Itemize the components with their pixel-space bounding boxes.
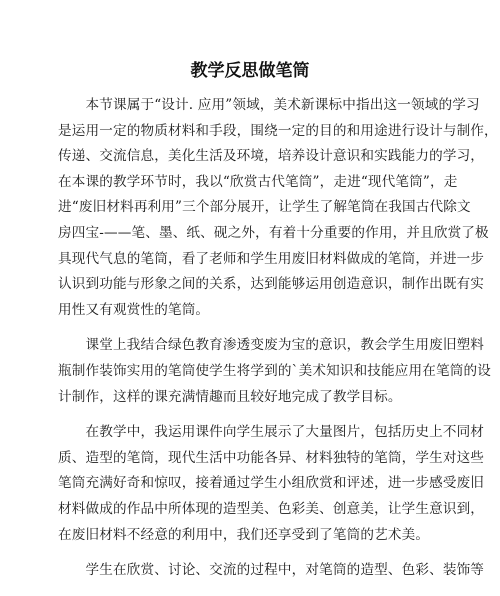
text-line: 在废旧材料不经意的利用中，我们还享受到了笔筒的艺术美。 [58,526,430,543]
text-line: 笔筒充满好奇和惊叹，接着通过学生小组欣赏和评述，进一步感受废旧 [58,475,485,492]
text-line: 认识到功能与形象之间的关系，达到能够运用创造意识，制作出既有实 [58,276,485,293]
text-line: 房四宝-——笔、墨、纸、砚之外，有着十分重要的作用，并且欣赏了极 [58,224,489,241]
text-line: 计制作，这样的课充满情趣而且较好地完成了教学目标。 [58,388,402,405]
text-line: 具现代气息的笔筒，看了老师和学生用废旧材料做成的笔筒，并进一步 [58,250,485,267]
text-line: 材料做成的作品中所体现的造型美、色彩美、创意美，让学生意识到， [58,500,485,517]
text-line: 在教学中，我运用课件向学生展示了大量图片，包括历史上不同材 [58,424,485,441]
document-body [58,93,498,596]
text-line: 进“废旧材料再利用”三个部分展开，让学生了解笔筒在我国古代除文 [58,199,471,216]
text-line: 瓶制作装饰实用的笔筒使学生将学到的`美术知识和技能应用在笔筒的设 [58,362,492,379]
paragraph-1 [58,93,498,323]
paragraph-4 [58,558,485,584]
paragraph-3 [58,420,485,548]
paragraph-2 [58,333,492,410]
text-line: 用性又有观赏性的笔筒。 [58,301,210,318]
text-line: 传递、交流信息，美化生活及环境，培养设计意识和实践能力的学习， [58,148,485,165]
text-line: 是运用一定的物质材料和手段，围绕一定的目的和用途进行设计与制作， [58,122,498,139]
text-line: 课堂上我结合绿色教育渗透变废为宝的意识，教会学生用废旧塑料 [58,337,485,354]
document-title: 教学反思做笔筒 [190,61,310,81]
text-line: 在本课的教学环节时，我以“欣赏古代笔筒”，走进“现代笔筒”，走 [58,173,458,190]
text-line: 学生在欣赏、讨论、交流的过程中，对笔筒的造型、色彩、装饰等 [58,562,485,579]
text-line: 质、造型的笔筒，现代生活中功能各异、材料独特的笔筒，学生对这些 [58,449,485,466]
text-line: 本节课属于“设计. 应用”领域，美术新课标中指出这一领域的学习 [58,97,480,113]
